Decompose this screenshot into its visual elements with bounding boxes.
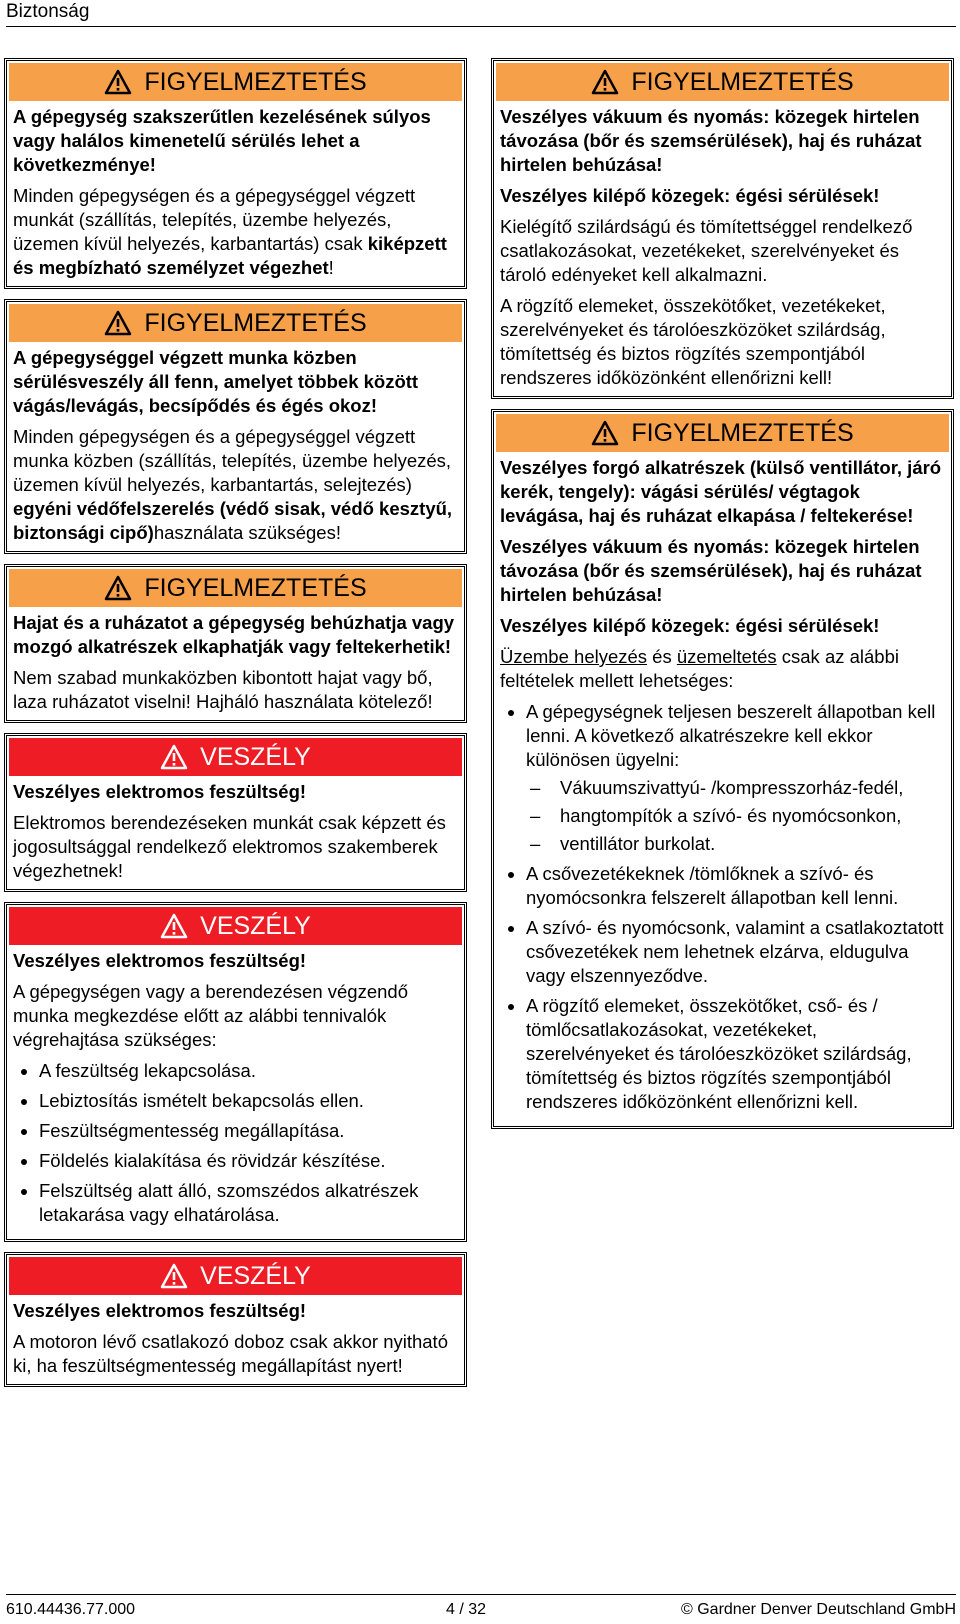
operating-conditions-intro: Üzembe helyezés és üzemeltetés csak az alábbi feltételek mellett lehetséges: [500, 646, 899, 691]
copyright: © Gardner Denver Deutschland GmbH [680, 1601, 956, 1618]
list-item: • Lebiztosítás ismételt bekapcsolás ellen. [39, 1089, 458, 1113]
warning-triangle-icon [160, 1263, 188, 1289]
warning-triangle-icon [591, 69, 619, 95]
warning-box-vacuum-pressure [491, 58, 954, 399]
warning-header [9, 569, 462, 607]
danger-text: Elektromos berendezéseken munkát csak képzett és jogosultsággal rendelkező elektromos szakemberek végezhetnek! [13, 812, 446, 881]
warning-header [9, 304, 462, 342]
warning-lead: Veszélyes forgó alkatrészek (külső ventillátor, járó kerék, tengely): vágási sérülés/ végtagok levágása, haj és ruházat elkapása / feltekerése! [500, 457, 942, 526]
list-item: • A csővezetékeknek /tömlőknek a szívó- és nyomócsonkra felszerelt állapotban kell lenni. [526, 862, 945, 910]
warning-triangle-icon [160, 744, 188, 770]
sub-list-item: – hangtompítók a szívó- és nyomócsonkon, [530, 805, 902, 826]
list-item: • A szívó- és nyomócsonk, valamint a csatlakoztatott csővezetékek nem lehetnek elzárva, eldugulva vagy elszennyeződve. [526, 916, 945, 988]
left-column [4, 58, 467, 1397]
warning-box-improper-handling [4, 58, 467, 289]
document-number: 610.44436.77.000 [6, 1601, 136, 1618]
page-number: 4 / 32 [446, 1601, 487, 1618]
danger-label: VESZÉLY [200, 1261, 311, 1290]
list-item: • A feszültség lekapcsolása. [39, 1059, 458, 1083]
list-item: • Felszültség alatt álló, szomszédos alkatrészek letakarása vagy elhatárolása. [39, 1179, 458, 1227]
list-item: • Földelés kialakítása és rövidzár készítése. [39, 1149, 458, 1173]
danger-box-electrical-1 [4, 733, 467, 892]
danger-box-electrical-3 [4, 1252, 467, 1387]
warning-lead: A gépegység szakszerűtlen kezelésének súlyos vagy halálos kimenetelű sérülés lehet a következménye! [13, 106, 431, 175]
warning-triangle-icon [104, 575, 132, 601]
danger-header [9, 1257, 462, 1295]
danger-text: A gépegységen vagy a berendezésen végzendő munka megkezdése előtt az alábbi tennivalók végrehajtása szükséges: [13, 981, 408, 1050]
danger-header [9, 738, 462, 776]
warning-label: FIGYELMEZTETÉS [144, 67, 367, 96]
sub-list-item: – Vákuumszivattyú- /kompresszorház-fedél, [530, 777, 904, 798]
warning-label: FIGYELMEZTETÉS [631, 67, 854, 96]
danger-label: VESZÉLY [200, 742, 311, 771]
list-item: • Feszültségmentesség megállapítása. [39, 1119, 458, 1143]
warning-lead: Hajat és a ruházatot a gépegység behúzhatja vagy mozgó alkatrészek elkaphatják vagy feltekerhetik! [13, 612, 455, 657]
right-column [491, 58, 954, 1139]
warning-header [496, 63, 949, 101]
danger-text: A motoron lévő csatlakozó doboz csak akkor nyitható ki, ha feszültségmentesség megállapítást nyert! [13, 1331, 448, 1376]
warning-lead: Veszélyes vákuum és nyomás: közegek hirtelen távozása (bőr és szemsérülések), haj és ruházat hirtelen behúzása! [500, 536, 922, 605]
warning-lead: Veszélyes kilépő közegek: égési sérülések! [500, 615, 880, 636]
warning-label: FIGYELMEZTETÉS [144, 308, 367, 337]
warning-lead: Veszélyes kilépő közegek: égési sérülések! [500, 185, 880, 206]
warning-header [496, 414, 949, 452]
warning-box-rotating-parts [491, 409, 954, 1129]
warning-triangle-icon [104, 310, 132, 336]
warning-box-injury-risk [4, 299, 467, 554]
warning-text: Minden gépegységen és a gépegységgel végzett munkát (szállítás, telepítés, üzembe helyezés, üzemen kívül helyezés, karbantartás) csak kiképzett és megbízható személyzet végezhet! [13, 185, 447, 278]
warning-triangle-icon [160, 913, 188, 939]
warning-label: FIGYELMEZTETÉS [631, 418, 854, 447]
warning-text: A rögzítő elemeket, összekötőket, vezetékeket, szerelvényeket és tárolóeszközöket szilárdság, tömítettség és biztos rögzítés szempontjából rendszeres időközönként ellenőrizni kell! [500, 295, 886, 388]
list-item: • A rögzítő elemeket, összekötőket, cső- és / tömlőcsatlakozásokat, vezetékeket, szerelvényeket és tárolóeszközöket szilárdság, tömítettség és biztos rögzítés szempontjából rendszeres időközönként ellenőrizni kell. [526, 994, 945, 1114]
danger-header [9, 907, 462, 945]
danger-lead: Veszélyes elektromos feszültség! [13, 1300, 307, 1321]
page-footer [6, 1594, 956, 1624]
warning-box-hair-clothing [4, 564, 467, 723]
danger-box-electrical-2 [4, 902, 467, 1242]
sub-list-item: – ventillátor burkolat. [530, 833, 716, 854]
warning-triangle-icon [591, 420, 619, 446]
safety-steps-list [13, 1059, 458, 1227]
warning-header [9, 63, 462, 101]
warning-lead: A gépegységgel végzett munka közben sérülésveszély áll fenn, amelyet többek között vágás/levágás, becsípődés és égés okoz! [13, 347, 419, 416]
conditions-list [500, 700, 945, 1114]
sub-list [526, 776, 945, 856]
page-header [6, 0, 956, 27]
danger-lead: Veszélyes elektromos feszültség! [13, 950, 307, 971]
danger-label: VESZÉLY [200, 911, 311, 940]
warning-label: FIGYELMEZTETÉS [144, 573, 367, 602]
warning-lead: Veszélyes vákuum és nyomás: közegek hirtelen távozása (bőr és szemsérülések), haj és ruházat hirtelen behúzása! [500, 106, 922, 175]
warning-text: Minden gépegységen és a gépegységgel végzett munka közben (szállítás, telepítés, üzembe helyezés, üzemen kívül helyezés, karbantartás, selejtezés) egyéni védőfelszerelés (védő sisak, védő kesztyű, biztonsági cipő)használata szükséges! [13, 426, 453, 543]
warning-text: Kielégítő szilárdságú és tömítettséggel rendelkező csatlakozásokat, vezetékeket, szerelvényeket és tároló edényeket kell alkalmazni. [500, 216, 913, 285]
warning-text: Nem szabad munkaközben kibontott hajat vagy bő, laza ruházatot viselni! Hajháló használata kötelező! [13, 667, 433, 712]
page-header-title: Biztonság [6, 1, 90, 22]
list-item: • A gépegységnek teljesen beszerelt állapotban kell lenni. A következő alkatrészekre kell ekkor különösen ügyelni: – Vákuumszivattyú- /kompresszorház-fedél, – hangtompítók a szívó- és nyomócsonkon, – ventillátor burkolat. [526, 700, 945, 856]
warning-triangle-icon [104, 69, 132, 95]
danger-lead: Veszélyes elektromos feszültség! [13, 781, 307, 802]
